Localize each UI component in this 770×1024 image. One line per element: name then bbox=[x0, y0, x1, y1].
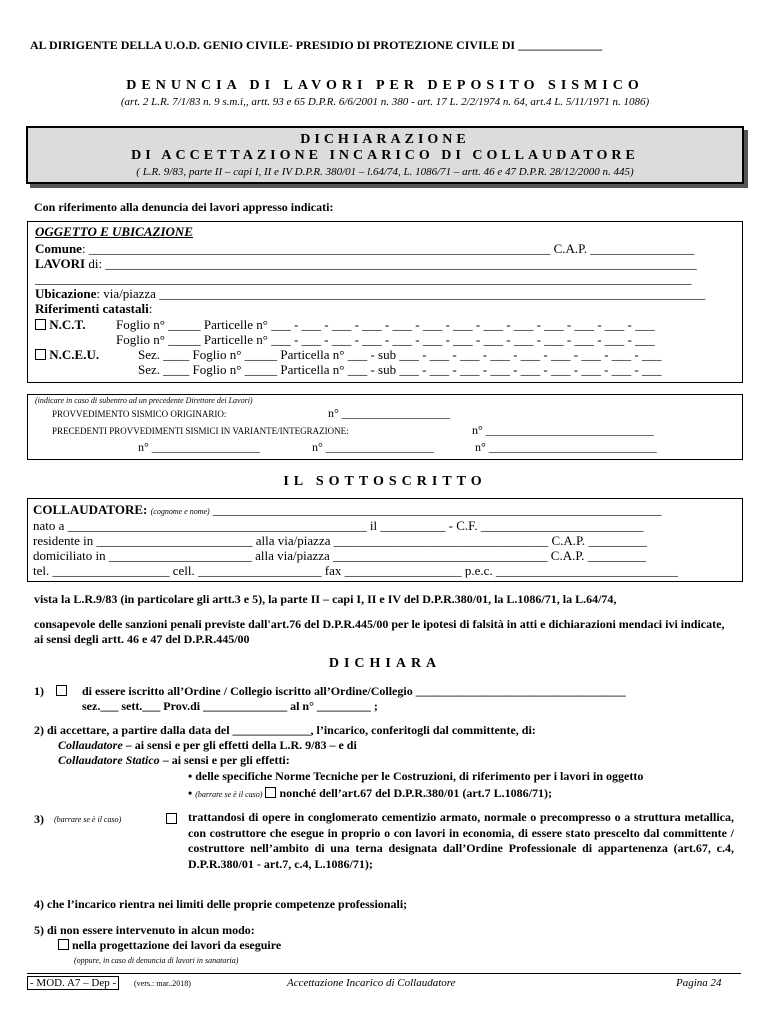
item4-text: 4) che l’incarico rientra nei limiti delle proprie competenze professionali; bbox=[34, 897, 408, 911]
collaudatore-label: COLLAUDATORE: bbox=[33, 502, 148, 517]
declaration-subtitle: DI ACCETTAZIONE INCARICO DI COLLAUDATORE bbox=[131, 148, 639, 163]
nceu-label: N.C.E.U. bbox=[49, 347, 100, 362]
lavori-label: LAVORI bbox=[35, 256, 86, 271]
originario-field[interactable]: n° __________________ bbox=[328, 406, 450, 420]
item1-registration[interactable]: sez.___ sett.___ Prov.di ______________ al n° _________ ; bbox=[82, 699, 378, 713]
item3-text: trattandosi di opere in conglomerato cementizio armato, normale o precompresso o a struttura metallica, con costruttore che esegue in proprio o con lavori in economia, di essere stato prescelto dal committente / costruttore nell’ambito di una terna designata dall’Ordine Professionale di appartenenza (art.67, c.4, D.P.R.380/01 - art.7, c.4, L.1086/71); bbox=[188, 810, 734, 871]
item3-note: (barrare se è il caso) bbox=[54, 815, 122, 824]
lavori-row bbox=[35, 256, 697, 272]
item2-collaudatore: Collaudatore – ai sensi e per gli effetti della L.R. 9/83 – e di bbox=[58, 738, 357, 752]
document-title: DENUNCIA DI LAVORI PER DEPOSITO SISMICO bbox=[126, 78, 644, 93]
vista-text: vista la L.R.9/83 (in particolare gli artt.3 e 5), la parte II – capi I, II e IV del D.P.R.380/01, la L.1086/71, la L.64/74, bbox=[34, 592, 617, 606]
collaudatore-field[interactable]: _____________________________________________________________________ bbox=[212, 502, 662, 517]
item5-text: 5) di non essere intervenuto in alcun modo: bbox=[34, 923, 255, 937]
item5-option[interactable]: nella progettazione dei lavori da eseguire bbox=[58, 938, 281, 953]
addressee: AL DIRIGENTE DELLA U.O.D. GENIO CIVILE- PRESIDIO DI PROTEZIONE CIVILE DI ______________ bbox=[30, 38, 603, 52]
ubicazione-label: Ubicazione bbox=[35, 286, 97, 301]
item2-bullet-1: • delle specifiche Norme Tecniche per le Costruzioni, di riferimento per i lavori in oggetto bbox=[188, 769, 644, 783]
comune-field[interactable]: : _______________________________________________________________________ C.A.P. ________________ bbox=[81, 241, 695, 256]
intro-text: Con riferimento alla denuncia dei lavori appresso indicati: bbox=[34, 200, 334, 214]
item5-checkbox[interactable] bbox=[58, 939, 69, 950]
form-code: - MOD. A7 – Dep - bbox=[27, 976, 119, 990]
precedenti-field-2[interactable]: n° __________________ bbox=[138, 440, 260, 454]
item5-note: (oppure, in caso di denuncia di lavori in sanatoria) bbox=[74, 956, 239, 965]
form-version: (vers.: mar..2018) bbox=[134, 979, 191, 988]
contacts-field[interactable]: tel. __________________ cell. ___________________ fax __________________ p.e.c. ____________________________ bbox=[33, 563, 678, 578]
bullet-icon: • bbox=[188, 786, 193, 800]
consapevole-text: consapevole delle sanzioni penali previste dall'art.76 del D.P.R.445/00 per le ipotesi di falsità in atti e dichiarazioni mendaci ivi indicate, ai sensi degli artt. 46 e 47 del D.P.R.445/00 bbox=[34, 617, 725, 646]
declaration-title: DICHIARAZIONE bbox=[300, 132, 470, 147]
precedenti-label: PRECEDENTI PROVVEDIMENTI SISMICI IN VARIANTE/INTEGRAZIONE: bbox=[52, 426, 349, 436]
collaudatore-row bbox=[33, 502, 661, 518]
declaration-reference: ( L.R. 9/83, parte II – capi I, II e IV D.P.R. 380/01 – l.64/74, L. 1086/71 – artt. 46 e 47 D.P.R. 28/12/2000 n. 445) bbox=[136, 166, 634, 178]
item2-text[interactable]: 2) di accettare, a partire dalla data del _____________, l’incarico, conferitogli dal committente, di: bbox=[34, 723, 536, 737]
dichiara-heading: DICHIARA bbox=[328, 656, 442, 671]
item1-text[interactable]: di essere iscritto all’Ordine / Collegio iscritto all’Ordine/Collegio ___________________________________ bbox=[82, 684, 626, 698]
nceu-row-1[interactable]: Sez. ____ Foglio n° _____ Particella n° ___ - sub ___ - ___ - ___ - ___ - ___ - ___ - ___ - ___ - ___ bbox=[138, 347, 662, 362]
nato-field[interactable]: nato a ______________________________________________ il __________ - C.F. _________________________ bbox=[33, 518, 644, 533]
precedenti-field-3[interactable]: n° __________________ bbox=[312, 440, 434, 454]
item2-bullet-2-note: (barrare se è il caso) bbox=[195, 790, 263, 799]
item2-checkbox[interactable] bbox=[265, 787, 276, 798]
nct-row-2[interactable]: Foglio n° _____ Particelle n° ___ - ___ - ___ - ___ - ___ - ___ - ___ - ___ - ___ - ___ - ___ - ___ - ___ bbox=[116, 332, 655, 347]
footer-title: Accettazione Incarico di Collaudatore bbox=[287, 977, 456, 989]
residente-field[interactable]: residente in ________________________ alla via/piazza _________________________________ C.A.P. _________ bbox=[33, 533, 647, 548]
precedenti-field-4[interactable]: n° ____________________________ bbox=[475, 440, 657, 454]
item1-checkbox[interactable] bbox=[56, 685, 67, 696]
nceu-option[interactable] bbox=[35, 347, 99, 363]
page-number: Pagina 24 bbox=[676, 977, 722, 989]
nct-label: N.C.T. bbox=[49, 317, 86, 332]
catastali-row: Riferimenti catastali: bbox=[35, 301, 153, 316]
nct-checkbox[interactable] bbox=[35, 319, 46, 330]
item1-number: 1) bbox=[34, 684, 44, 698]
item3-number: 3) bbox=[34, 812, 44, 826]
collaudatore-hint: (cognome e nome) bbox=[150, 507, 210, 516]
ubicazione-row bbox=[35, 286, 705, 302]
item2-collaudatore-statico: Collaudatore Statico – ai sensi e per gli effetti: bbox=[58, 753, 290, 767]
comune-label: Comune bbox=[35, 241, 82, 256]
declaration-box bbox=[26, 126, 744, 184]
catastali-label: Riferimenti catastali bbox=[35, 301, 149, 316]
footer-divider bbox=[27, 973, 741, 974]
domiciliato-field[interactable]: domiciliato in ______________________ alla via/piazza _________________________________ C.A.P. _________ bbox=[33, 548, 647, 563]
lavori-field[interactable]: di: ___________________________________________________________________________________________ bbox=[85, 256, 697, 271]
comune-row bbox=[35, 241, 694, 257]
legal-reference: (art. 2 L.R. 7/1/83 n. 9 s.m.i,, artt. 93 e 65 D.P.R. 6/6/2001 n. 380 - art. 17 L. 2/2/1974 n. 64, art.4 L. 5/11/1971 n. 1086) bbox=[120, 96, 650, 108]
nct-row-1[interactable]: Foglio n° _____ Particelle n° ___ - ___ - ___ - ___ - ___ - ___ - ___ - ___ - ___ - ___ - ___ - ___ - ___ bbox=[116, 317, 655, 332]
nct-option[interactable] bbox=[35, 317, 85, 333]
item2-bullet-2[interactable]: • (barrare se è il caso) nonché dell’art.67 del D.P.R.380/01 (art.7 L.1086/71); bbox=[188, 786, 552, 800]
sottoscritto-heading: IL SOTTOSCRITTO bbox=[283, 474, 487, 489]
nceu-row-2[interactable]: Sez. ____ Foglio n° _____ Particella n° ___ - sub ___ - ___ - ___ - ___ - ___ - ___ - ___ - ___ - ___ bbox=[138, 362, 662, 377]
ubicazione-field[interactable]: : via/piazza ____________________________________________________________________________________ bbox=[96, 286, 706, 301]
item3-checkbox[interactable] bbox=[166, 813, 177, 824]
bullet-icon: • bbox=[188, 769, 193, 783]
precedenti-field-1[interactable]: n° ____________________________ bbox=[472, 423, 654, 437]
oggetto-heading: OGGETTO E UBICAZIONE bbox=[35, 224, 193, 239]
nceu-checkbox[interactable] bbox=[35, 349, 46, 360]
lavori-continued-field[interactable]: _____________________________________________________________________________________________________ bbox=[35, 271, 692, 286]
provvedimenti-note: (indicare in caso di subentro ad un precedente Direttore dei Lavori) bbox=[35, 396, 253, 405]
originario-label: PROVVEDIMENTO SISMICO ORIGINARIO: bbox=[52, 409, 227, 419]
